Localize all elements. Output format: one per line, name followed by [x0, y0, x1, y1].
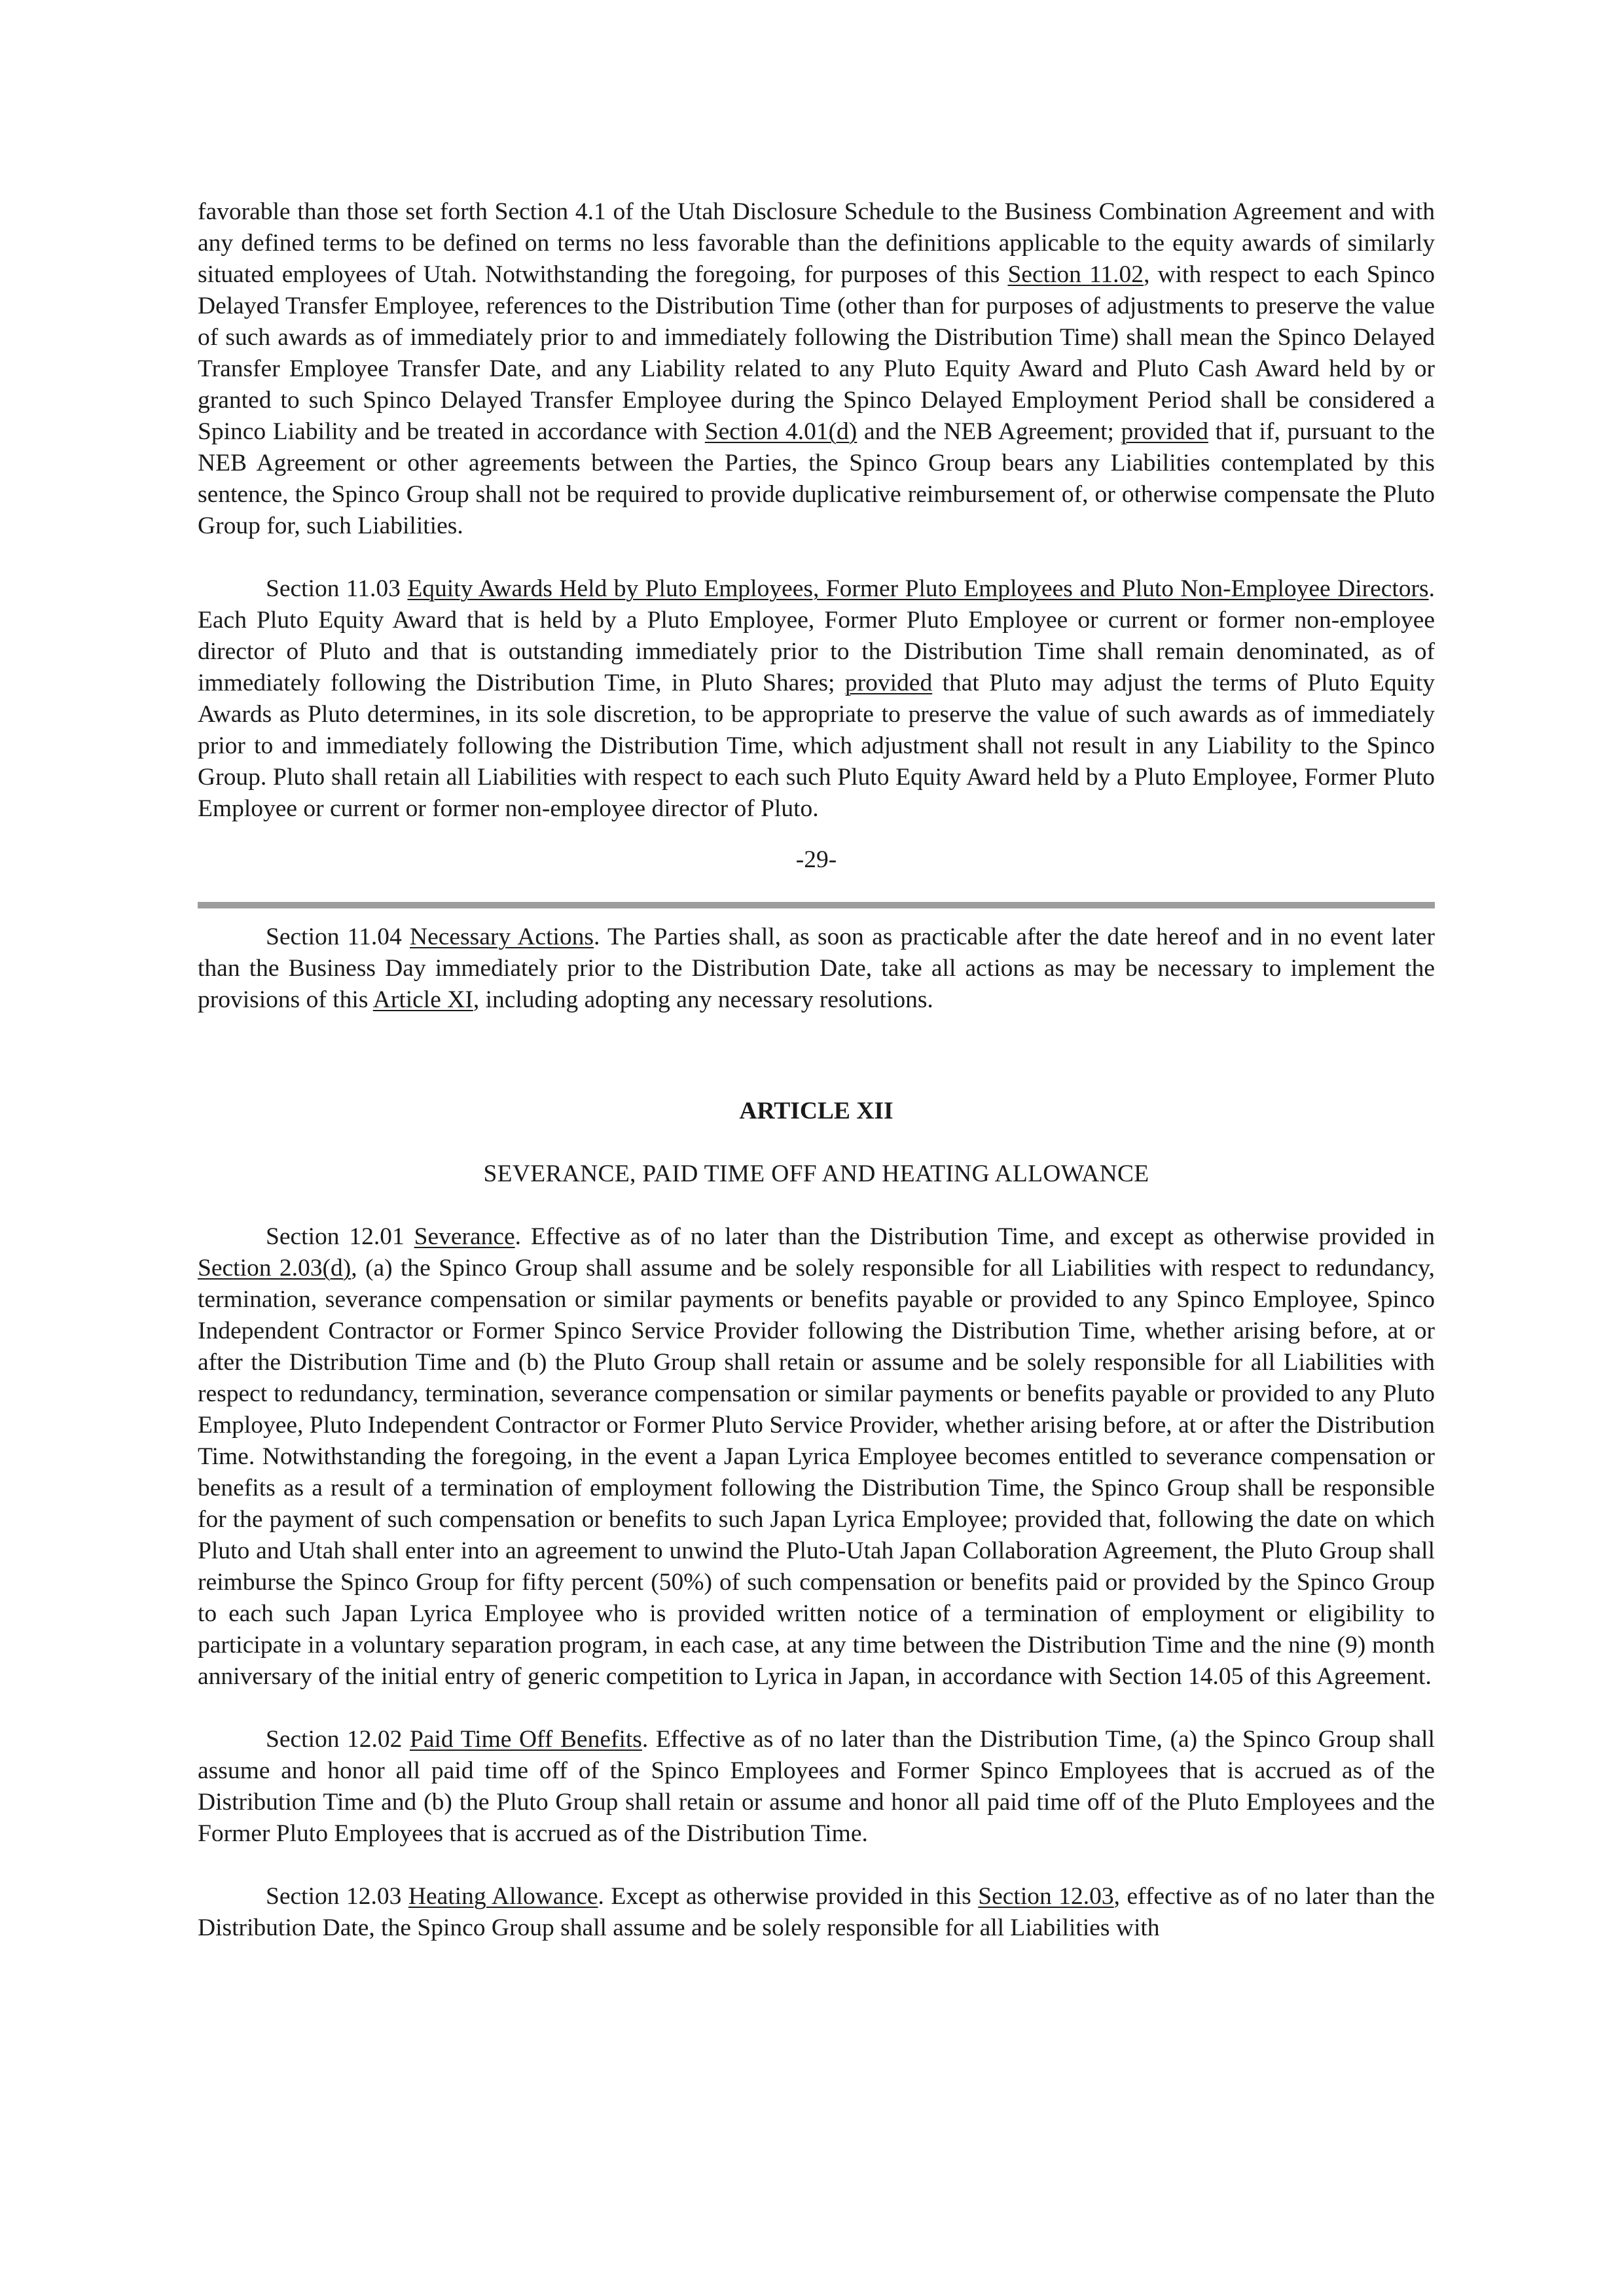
page-number: -29- [795, 846, 837, 873]
document-page [198, 196, 1435, 1944]
paragraph-text: favorable than those set forth Section 4.1 of the Utah Disclosure Schedule to the Business Combination Agreement and with any defined terms to be defined on terms no less favorable than the definitions applicable to the equity awards of similarly situated employees of Utah. Notwithstanding the foregoing, for purposes of this [198, 198, 1435, 288]
section-heading: Paid Time Off Benefits [410, 1726, 642, 1753]
section-number: Section 11.04 [266, 924, 410, 950]
section-number: Section 12.03 [266, 1883, 408, 1910]
section-12-01 [198, 1221, 1435, 1693]
section-number: Section 12.02 [266, 1726, 410, 1753]
paragraph-text: , effective as of no later than the Distribution Date, the Spinco Group shall assume and be solely responsible for all Liabilities with [198, 1883, 1435, 1941]
article-title: ARTICLE XII [739, 1098, 893, 1124]
section-number: Section 12.01 [266, 1223, 414, 1250]
paragraph-text: . Effective as of no later than the Distribution Time, and except as otherwise provided in [514, 1223, 1435, 1250]
section-heading: Severance [414, 1223, 515, 1250]
paragraph-text: , (a) the Spinco Group shall assume and be solely responsible for all Liabilities with respect to redundancy, termination, severance compensation or similar payments or benefits payable or provided to any Spinco Employee, Spinco Independent Contractor or Former Spinco Service Provider following the Distribution Time, whether arising before, at or after the Distribution Time and (b) the Pluto Group shall retain or assume and be solely responsible for all Liabilities with respect to redundancy, termination, severance compensation or similar payments or benefits payable or provided to any Pluto Employee, Pluto Independent Contractor or Former Pluto Service Provider, whether arising before, at or after the Distribution Time. Notwithstanding the foregoing, in the event a Japan Lyrica Employee becomes entitled to severance compensation or benefits as a result of a termination of employment following the Distribution Time, the Spinco Group shall be responsible for the payment of such compensation or benefits to such Japan Lyrica Employee; provided that, following the date on which Pluto and Utah shall enter into an agreement to unwind the Pluto-Utah Japan Collaboration Agreement, the Pluto Group shall reimburse the Spinco Group for fifty percent (50%) of such compensation or benefits paid or provided by the Spinco Group to each such Japan Lyrica Employee who is provided written notice of a termination of employment or eligibility to participate in a voluntary separation program, in each case, at any time between the Distribution Time and the nine (9) month anniversary of the initial entry of generic competition to Lyrica in Japan, in accordance with Section 14.05 of this Agreement. [198, 1255, 1435, 1690]
section-heading: Heating Allowance [408, 1883, 598, 1910]
section-11-04 [198, 922, 1435, 1016]
section-number: Section 11.03 [266, 575, 408, 602]
paragraph-text: and the NEB Agreement; [857, 418, 1121, 445]
article-subtitle: SEVERANCE, PAID TIME OFF AND HEATING ALLOWANCE [483, 1160, 1149, 1187]
section-12-02 [198, 1724, 1435, 1850]
paragraph-text: . Each Pluto Equity Award that is held by a Pluto Employee, Former Pluto Employee or current or former non-employee director of Pluto and that is outstanding immediately prior to the Distribution Time shall remain denominated, as of immediately following the Distribution Time, in Pluto Shares; [198, 575, 1435, 696]
paragraph-text: , with respect to each Spinco Delayed Transfer Employee, references to the Distribution Time (other than for purposes of adjustments to preserve the value of such awards as of immediately prior to and immediately following the Distribution Time) shall mean the Spinco Delayed Transfer Employee Transfer Date, and any Liability related to any Pluto Equity Award and Pluto Cash Award held by or granted to such Spinco Delayed Transfer Employee during the Spinco Delayed Employment Period shall be considered a Spinco Liability and be treated in accordance with [198, 261, 1435, 445]
page-divider [198, 902, 1435, 908]
section-12-03 [198, 1881, 1435, 1944]
paragraph-text: that if, pursuant to the NEB Agreement or other agreements between the Parties, the Spinco Group bears any Liabilities contemplated by this sentence, the Spinco Group shall not be required to provide duplicative reimbursement of, or otherwise compensate the Pluto Group for, such Liabilities. [198, 418, 1435, 539]
paragraph-text: . Except as otherwise provided in this [598, 1883, 979, 1910]
cross-reference-section-4-01-d: Section 4.01(d) [704, 418, 857, 445]
section-11-03 [198, 573, 1435, 825]
section-heading: Necessary Actions [410, 924, 594, 950]
paragraph-text: . The Parties shall, as soon as practicable after the date hereof and in no event later than the Business Day immediately prior to the Distribution Date, take all actions as may be necessary to implement the provisions of this [198, 924, 1435, 1013]
paragraph-text: , including adopting any necessary resolutions. [473, 986, 933, 1013]
cross-reference-section-11-02: Section 11.02 [1007, 261, 1144, 288]
paragraph-continuation [198, 196, 1435, 542]
paragraph-text: . Effective as of no later than the Distribution Time, (a) the Spinco Group shall assume and honor all paid time off of the Spinco Employees and Former Spinco Employees that is accrued as of the Distribution Time and (b) the Pluto Group shall retain or assume and honor all paid time off of the Pluto Employees and the Former Pluto Employees that is accrued as of the Distribution Time. [198, 1726, 1435, 1847]
section-heading: Equity Awards Held by Pluto Employees, Former Pluto Employees and Pluto Non-Employee Directors [407, 575, 1429, 602]
provided-term: provided [1121, 418, 1208, 445]
cross-reference-section-12-03: Section 12.03 [978, 1883, 1114, 1910]
provided-term: provided [844, 670, 933, 696]
paragraph-text: that Pluto may adjust the terms of Pluto Equity Awards as Pluto determines, in its sole discretion, to be appropriate to preserve the value of such awards as of immediately prior to and immediately following the Distribution Time, which adjustment shall not result in any Liability to the Spinco Group. Pluto shall retain all Liabilities with respect to each such Pluto Equity Award held by a Pluto Employee, Former Pluto Employee or current or former non-employee director of Pluto. [198, 670, 1435, 822]
cross-reference-section-2-03-d: Section 2.03(d) [198, 1255, 352, 1282]
cross-reference-article-xi: Article XI [372, 986, 473, 1013]
